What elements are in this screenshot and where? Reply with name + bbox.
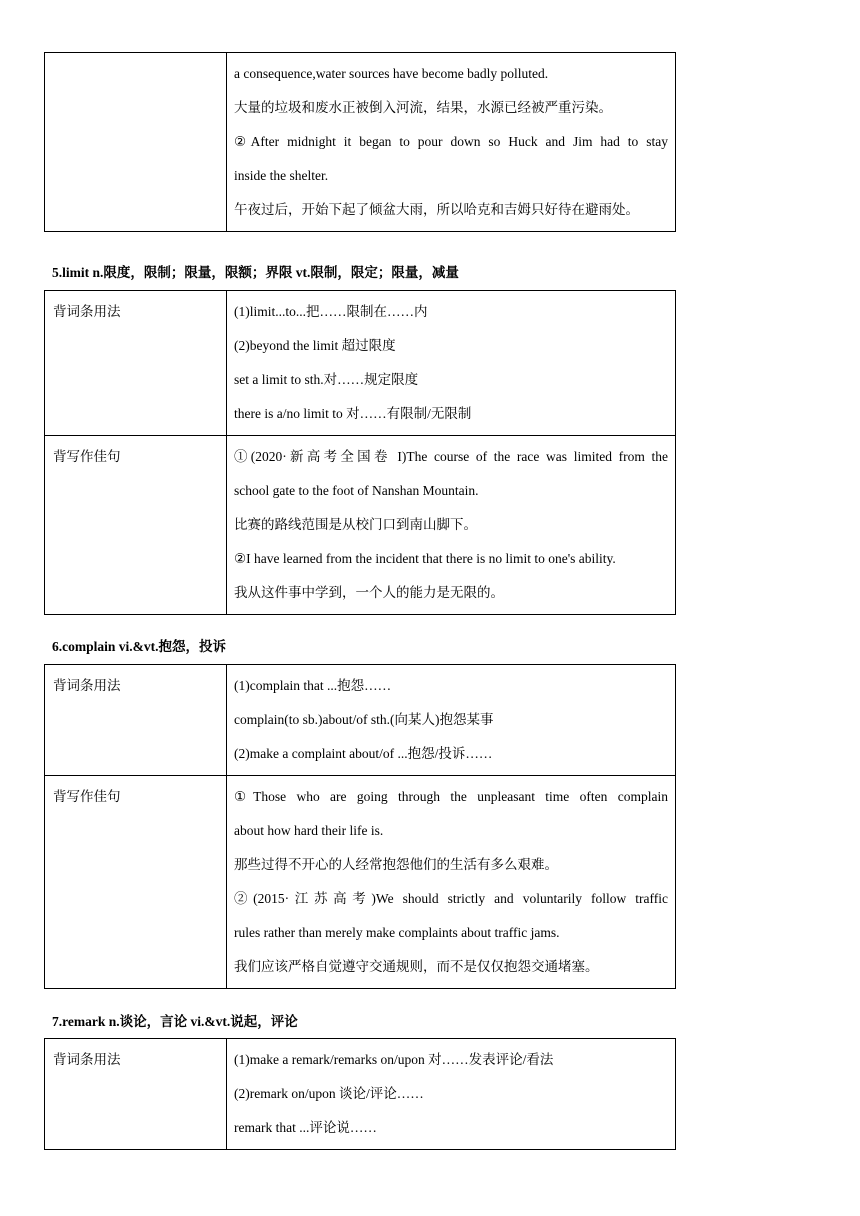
content-line: (1)complain that ...抱怨…… (234, 678, 392, 693)
table-row (45, 776, 676, 989)
content-line: about how hard their life is. (234, 823, 384, 838)
table-row (45, 53, 676, 232)
content-line: there is a/no limit to 对……有限制/无限制 (234, 406, 472, 421)
content-line: (2)remark on/upon 谈论/评论…… (234, 1086, 424, 1101)
row-label: 背词条用法 (45, 665, 227, 776)
table-row (45, 665, 676, 776)
section-heading-limit: 5.limit n.限度，限制；限量，限额；界限 vt.限制，限定；限量，减量 (52, 265, 459, 280)
content-line: 那些过得不开心的人经常抱怨他们的生活有多么艰难。 (234, 857, 558, 872)
section-heading-complain: 6.complain vi.&vt.抱怨，投诉 (52, 639, 226, 654)
row-label: 背写作佳句 (45, 776, 227, 989)
content-line: remark that ...评论说…… (234, 1120, 377, 1135)
content-line: 比赛的路线范围是从校门口到南山脚下。 (234, 517, 477, 532)
content-line: school gate to the foot of Nanshan Mountain. (234, 483, 479, 498)
row-content (227, 665, 676, 776)
content-line: (1)make a remark/remarks on/upon 对……发表评论/看法 (234, 1052, 554, 1067)
vocab-table-complain (44, 664, 676, 989)
content-line: 我从这件事中学到，一个人的能力是无限的。 (234, 585, 504, 600)
row-label: 背写作佳句 (45, 436, 227, 615)
section-heading-remark: 7.remark n.谈论，言论 vi.&vt.说起，评论 (52, 1014, 298, 1029)
content-line: complain(to sb.)about/of sth.(向某人)抱怨某事 (234, 712, 494, 727)
content-line: ②After midnight it began to pour down so Huck and Jim had to stay (234, 134, 668, 149)
content-line: set a limit to sth.对……规定限度 (234, 372, 419, 387)
content-line: a consequence,water sources have become badly polluted. (234, 66, 549, 81)
table-row (45, 436, 676, 615)
content-line: ①(2020·新高考全国卷 I)The course of the race was limited from the (234, 449, 668, 464)
content-line: 午夜过后，开始下起了倾盆大雨，所以哈克和吉姆只好待在避雨处。 (234, 202, 639, 217)
content-line: (2)make a complaint about/of ...抱怨/投诉…… (234, 746, 493, 761)
row-content (227, 1039, 676, 1150)
row-content (227, 436, 676, 615)
row-content (227, 291, 676, 436)
content-line: 大量的垃圾和废水正被倒入河流，结果，水源已经被严重污染。 (234, 100, 612, 115)
content-line: ②I have learned from the incident that there is no limit to one's ability. (234, 551, 616, 566)
content-line: rules rather than merely make complaints about traffic jams. (234, 925, 560, 940)
content-line: 我们应该严格自觉遵守交通规则，而不是仅仅抱怨交通堵塞。 (234, 959, 599, 974)
table-row (45, 1039, 676, 1150)
vocab-table-remark (44, 1038, 676, 1150)
row-content (227, 776, 676, 989)
continued-table (44, 52, 676, 232)
content-line: ②(2015·江苏高考)We should strictly and voluntarily follow traffic (234, 891, 668, 906)
row-label (45, 53, 227, 232)
row-content (227, 53, 676, 232)
content-line: ①Those who are going through the unpleasant time often complain (234, 789, 668, 804)
table-row (45, 291, 676, 436)
content-line: (2)beyond the limit 超过限度 (234, 338, 396, 353)
row-label: 背词条用法 (45, 291, 227, 436)
row-label: 背词条用法 (45, 1039, 227, 1150)
content-line: inside the shelter. (234, 168, 329, 183)
content-line: (1)limit...to...把……限制在……内 (234, 304, 428, 319)
vocab-table-limit (44, 290, 676, 615)
